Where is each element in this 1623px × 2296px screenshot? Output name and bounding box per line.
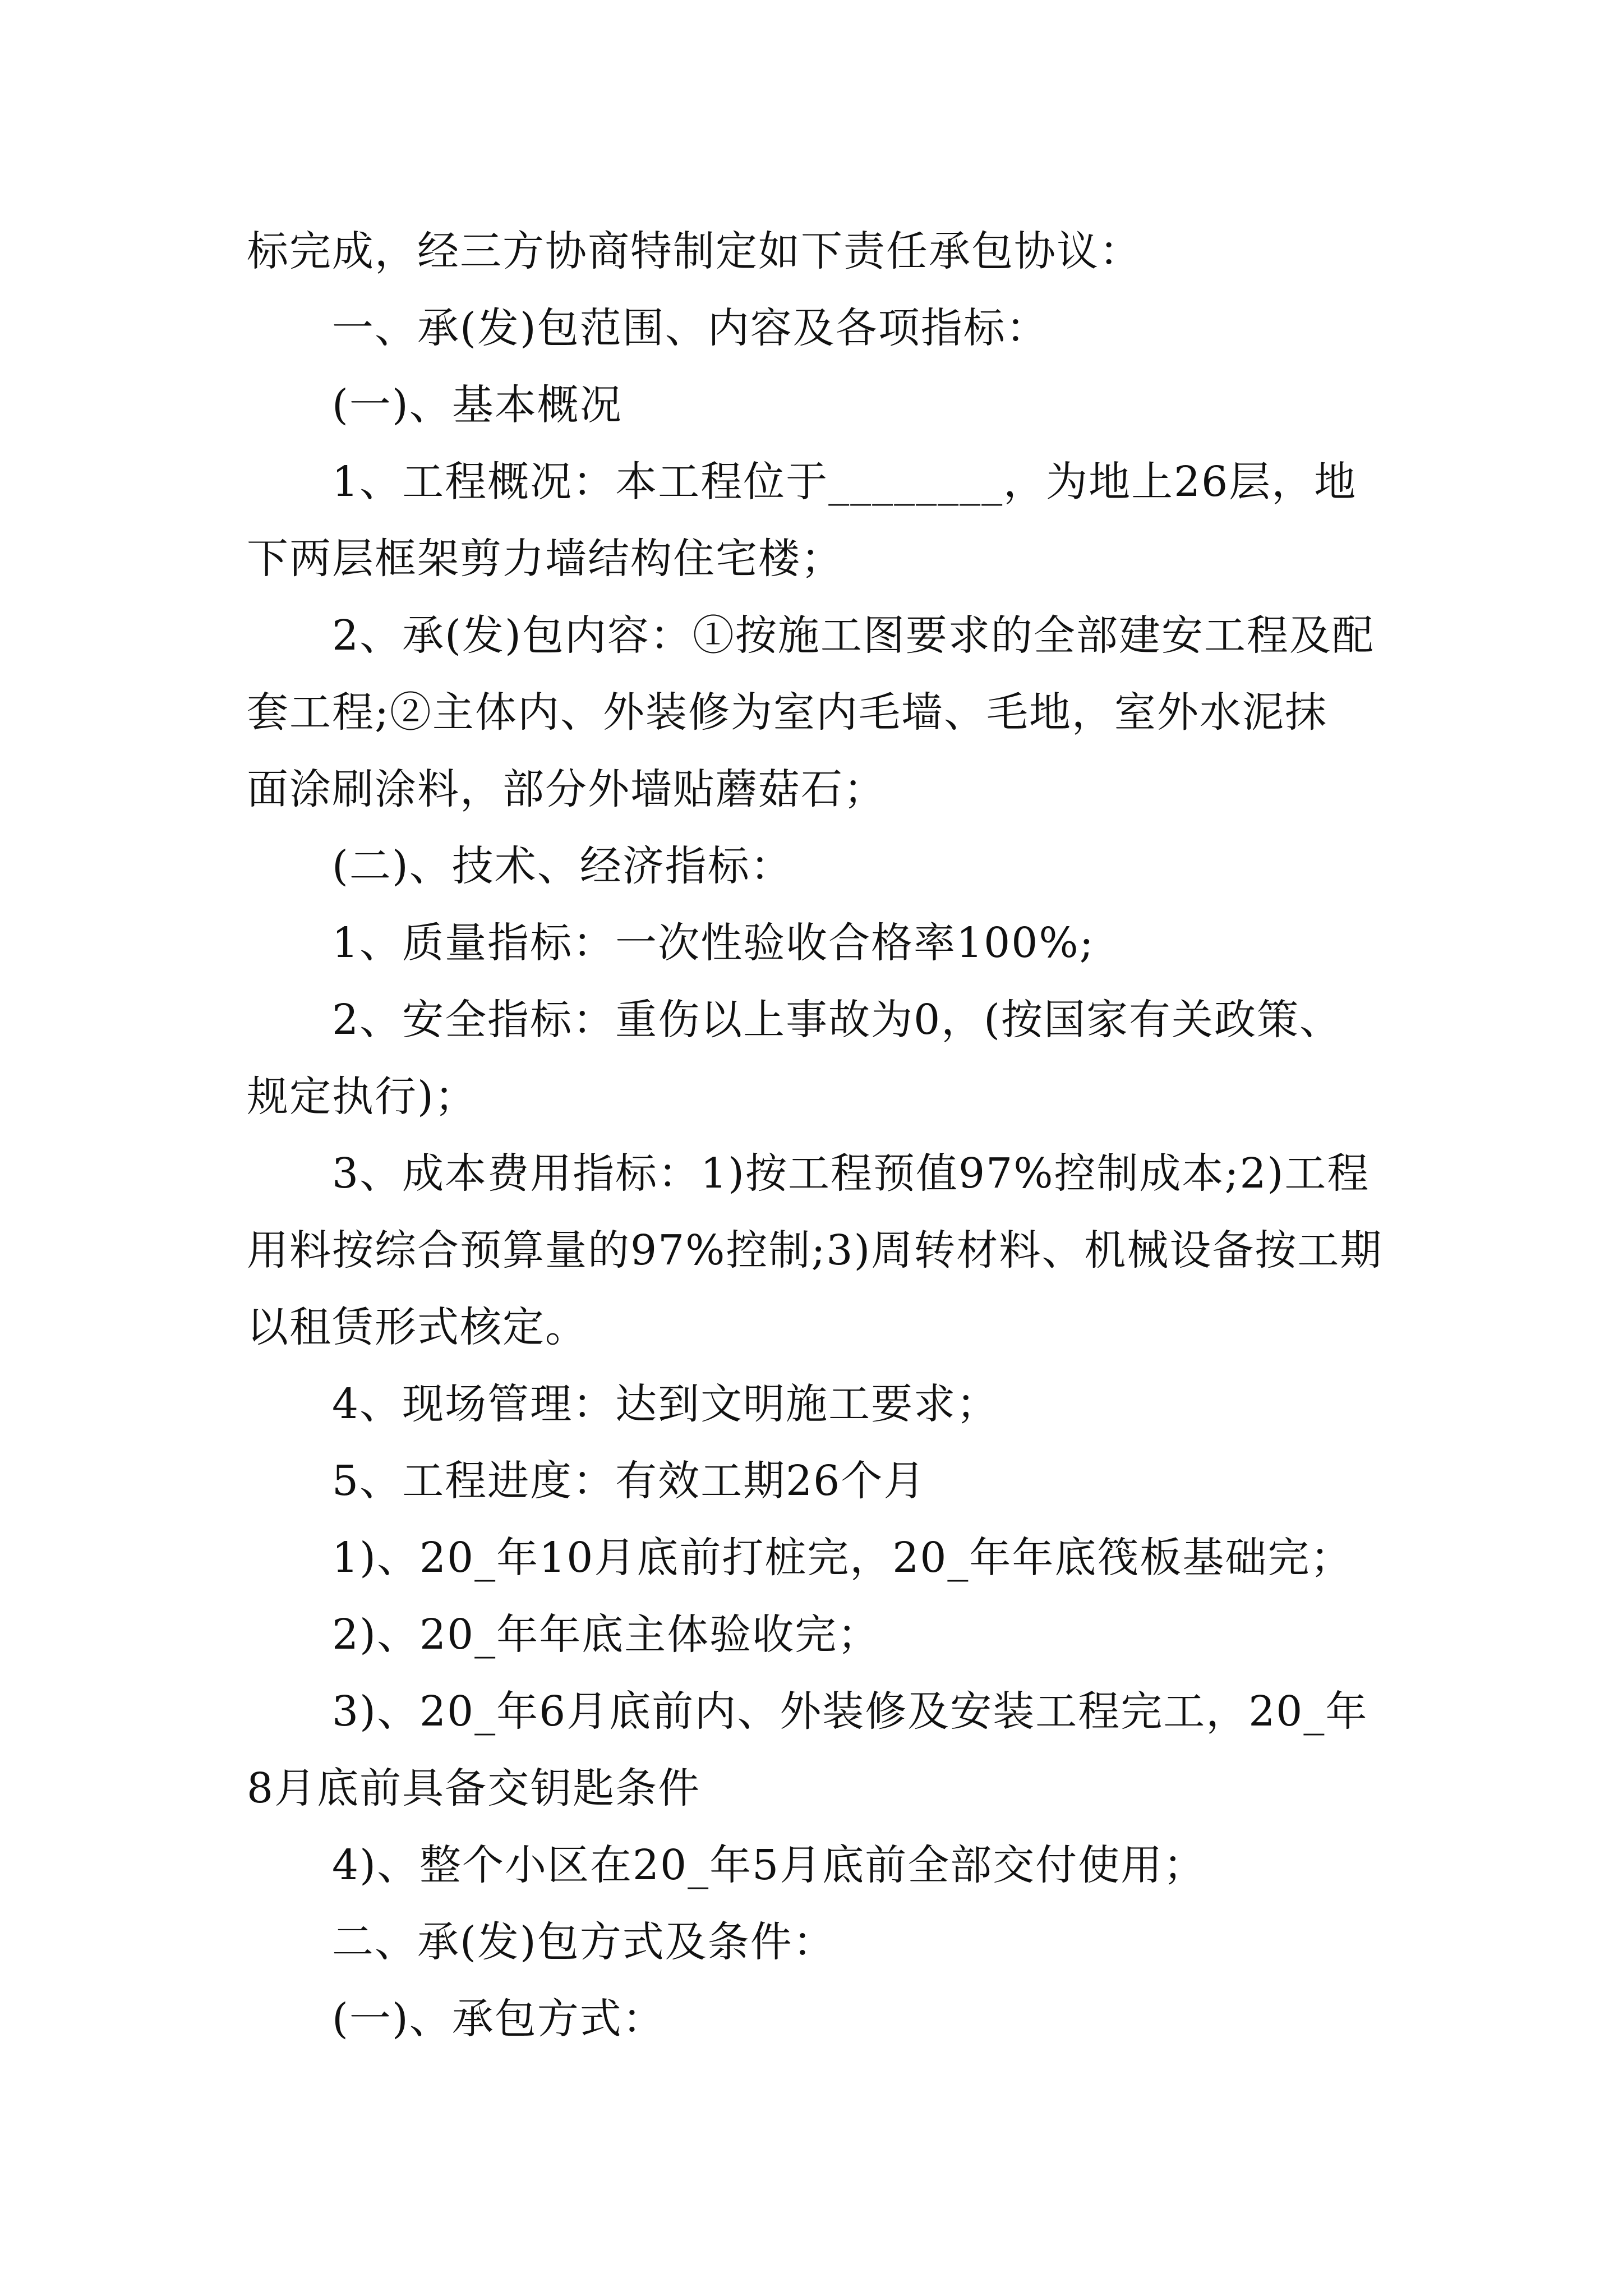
paragraph-line: 1)、20_年10月底前打桩完，20_年年底筏板基础完； (332, 1534, 1353, 1582)
paragraph-line: 4、现场管理：达到文明施工要求； (332, 1380, 999, 1428)
paragraph-line: 用料按综合预算量的97%控制;3)周转材料、机械设备按工期 (247, 1226, 1383, 1274)
section-heading: 二、承(发)包方式及条件： (332, 1918, 836, 1966)
subsection-heading: (一)、基本概况 (332, 381, 623, 429)
paragraph-line: 2、安全指标：重伤以上事故为0，(按国家有关政策、 (332, 996, 1343, 1044)
document-body (247, 213, 1383, 2058)
paragraph-line: 5、工程进度：有效工期26个月 (332, 1457, 926, 1505)
paragraph-line: 标完成，经三方协商特制定如下责任承包协议： (247, 227, 1142, 275)
paragraph-line: 3、成本费用指标：1)按工程预值97%控制成本;2)工程 (332, 1149, 1370, 1198)
subsection-heading: (一)、承包方式： (332, 1995, 665, 2043)
paragraph-line: 1、质量指标：一次性验收合格率100%; (332, 919, 1095, 967)
paragraph-line: 1、工程概况：本工程位于________，为地上26层，地 (332, 458, 1357, 506)
paragraph-line: 下两层框架剪力墙结构住宅楼； (247, 535, 843, 583)
paragraph-line: 2、承(发)包内容：①按施工图要求的全部建安工程及配 (332, 611, 1375, 660)
paragraph-line: 以租赁形式核定。 (247, 1303, 588, 1351)
section-heading: 一、承(发)包范围、内容及各项指标： (332, 304, 1049, 352)
paragraph-line: 4)、整个小区在20_年5月底前全部交付使用； (332, 1841, 1206, 1889)
paragraph-line: 规定执行)； (247, 1073, 477, 1121)
paragraph-line: 套工程;②主体内、外装修为室内毛墙、毛地，室外水泥抹 (247, 688, 1327, 737)
paragraph-line: 3)、20_年6月底前内、外装修及安装工程完工，20_年 (332, 1687, 1368, 1736)
paragraph-line: 面涂刷涂料，部分外墙贴蘑菇石； (247, 765, 886, 813)
paragraph-line: 2)、20_年年底主体验收完； (332, 1611, 880, 1659)
subsection-heading: (二)、技术、经济指标： (332, 842, 793, 890)
paragraph-line: 8月底前具备交钥匙条件 (247, 1764, 701, 1812)
